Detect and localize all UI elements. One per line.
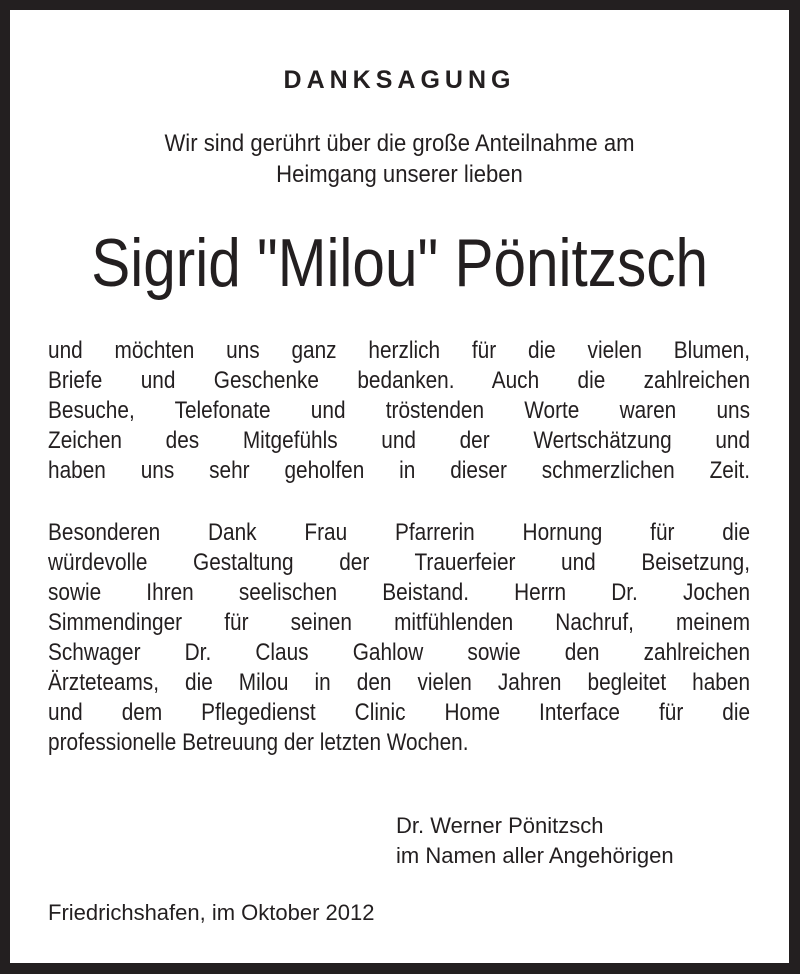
text-line: Briefe und Geschenke bedanken. Auch die zahlreichen [48, 367, 751, 394]
intro-text [10, 128, 789, 190]
intro-line: Heimgang unserer lieben [276, 161, 523, 188]
text-line: und dem Pflegedienst Clinic Home Interface für die [48, 699, 751, 726]
deceased-name-text: Sigrid "Milou" Pönitzsch [91, 225, 708, 301]
thanks-paragraph-1 [48, 336, 750, 486]
text-line: Ärzteteams, die Milou in den vielen Jahren begleitet haben [48, 669, 751, 696]
signature-subtitle: im Namen aller Angehörigen [396, 843, 674, 868]
text-line: Besonderen Dank Frau Pfarrerin Hornung für die [48, 519, 751, 546]
signature-name: Dr. Werner Pönitzsch [396, 813, 604, 838]
text-line: professionelle Betreuung der letzten Wochen. [48, 729, 469, 756]
text-line: Besuche, Telefonate und tröstenden Worte waren uns [48, 397, 751, 424]
text-line: Schwager Dr. Claus Gahlow sowie den zahlreichen [48, 639, 751, 666]
text-line: Simmendinger für seinen mitfühlenden Nachruf, meinem [48, 609, 751, 636]
text-line: haben uns sehr geholfen in dieser schmerzlichen Zeit. [48, 457, 751, 484]
intro-line: Wir sind gerührt über die große Anteilnahme am [164, 130, 635, 157]
obituary-notice [10, 10, 789, 963]
place-date: Friedrichshafen, im Oktober 2012 [48, 900, 375, 925]
text-line: würdevolle Gestaltung der Trauerfeier und Beisetzung, [48, 549, 751, 576]
notice-title: DANKSAGUNG [283, 66, 516, 94]
thanks-paragraph-2 [48, 518, 750, 758]
deceased-name [10, 223, 789, 303]
text-line: und möchten uns ganz herzlich für die vielen Blumen, [48, 337, 751, 364]
text-line: Zeichen des Mitgefühls und der Wertschätzung und [48, 427, 751, 454]
text-line: sowie Ihren seelischen Beistand. Herrn Dr. Jochen [48, 579, 751, 606]
signature-block [396, 811, 674, 871]
